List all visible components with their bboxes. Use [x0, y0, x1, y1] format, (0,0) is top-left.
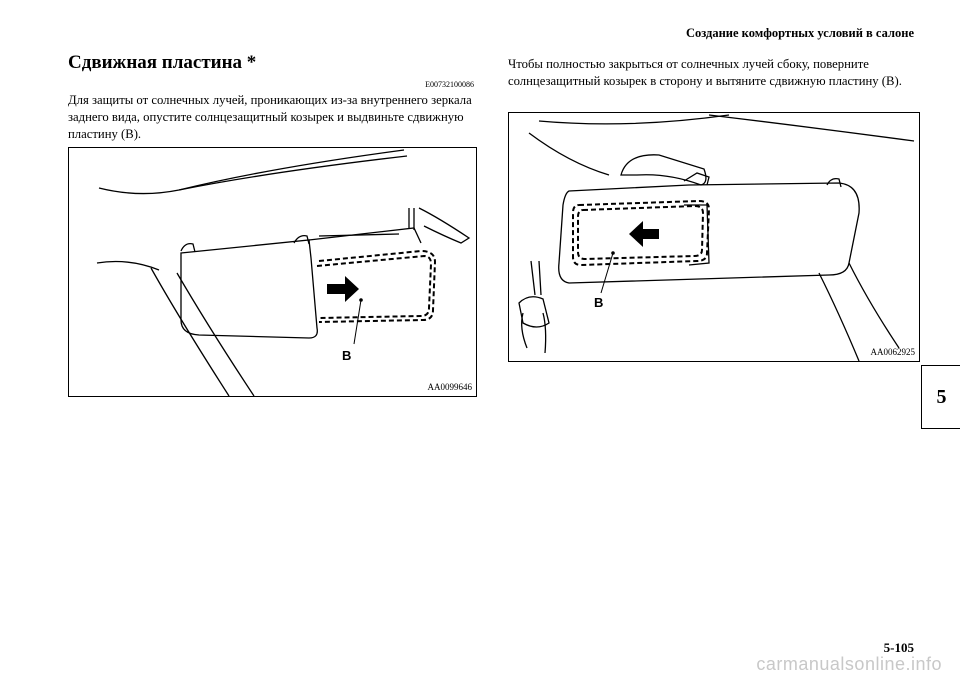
figure-right-code: AA0062925	[870, 347, 915, 357]
chapter-tab: 5	[921, 365, 960, 429]
left-paragraph: Для защиты от солнечных лучей, проникающих из-за внутреннего зеркала заднего вида, опустите солнцезащитный козырек и выдвиньте сдвижную пластину (B).	[68, 93, 472, 141]
figure-left-code: AA0099646	[427, 382, 472, 392]
figure-left-label: B	[342, 348, 352, 363]
running-header: Создание комфортных условий в салоне	[685, 26, 914, 40]
figure-visor-front	[68, 147, 477, 397]
figure-right-label: B	[594, 295, 604, 310]
section-title: Сдвижная пластина *	[68, 52, 257, 73]
right-paragraph: Чтобы полностью закрыться от солнечных лучей сбоку, поверните солнцезащитный козырек в сторону и вытяните сдвижную пластину (B).	[508, 57, 902, 88]
page-number: 5-105	[883, 640, 914, 655]
visor-front-illustration	[69, 148, 476, 396]
figure-visor-side	[508, 112, 920, 362]
watermark: carmanualsonline.info	[756, 654, 942, 674]
visor-side-illustration	[509, 113, 919, 361]
section-code: E00732100086	[425, 80, 474, 89]
